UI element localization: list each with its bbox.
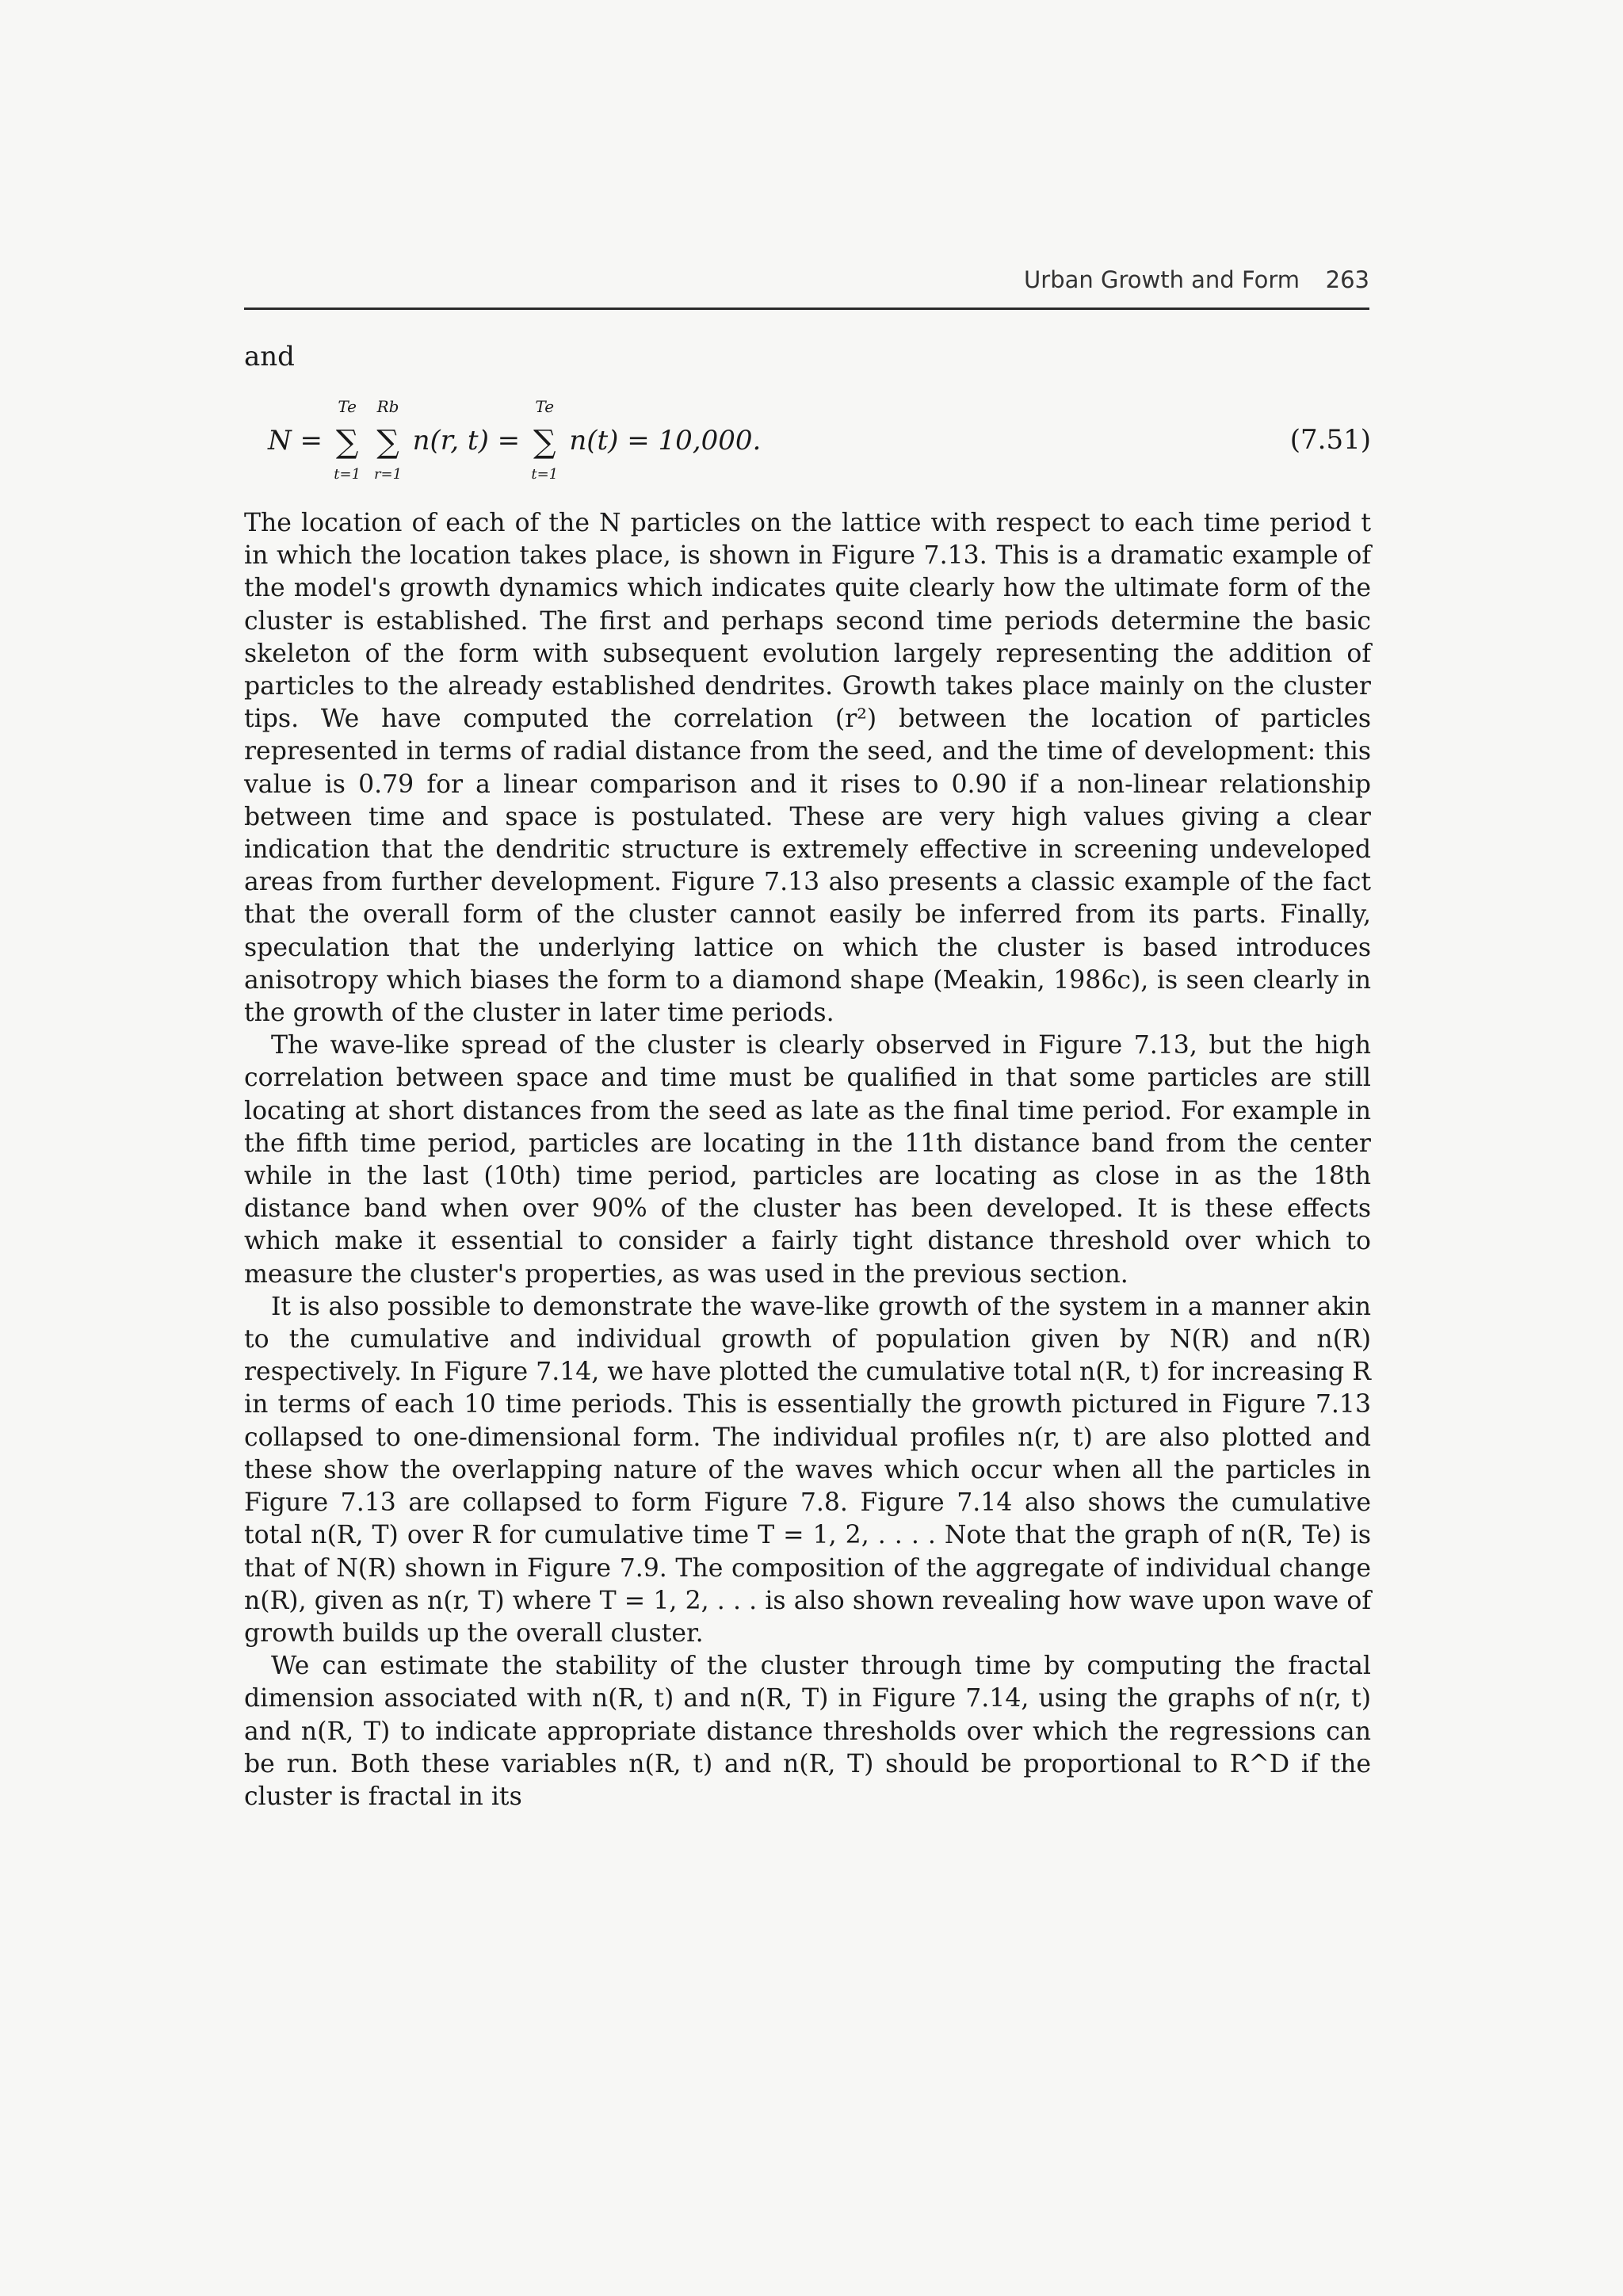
lead-word: and xyxy=(244,341,295,372)
paragraph-3: It is also possible to demonstrate the wave-like growth of the system in a manner akin to the cumulative and individual growth of population given by N(R) and n(R) respectively. In Figure 7.14, we have plotted the cumulative total n(R, t) for increasing R in terms of each 10 time periods. This is essentially the growth pictured in Figure 7.13 collapsed to one-dimensional form. The individual profiles n(r, t) are also plotted and these show the overlapping nature of the waves which occur when all the particles in Figure 7.13 are collapsed to form Figure 7.8. Figure 7.14 also shows the cumulative total n(R, T) over R for cumulative time T = 1, 2, . . . . Note that the graph of n(R, Te) is that of N(R) shown in Figure 7.9. The composition of the aggregate of individual change n(R), given as n(r, T) where T = 1, 2, . . . is also shown revealing how wave upon wave of growth builds up the overall cluster. xyxy=(244,1292,1371,1648)
equation-number: (7.51) xyxy=(1289,424,1371,456)
equation-lhs: N = xyxy=(268,425,323,457)
summation-2-lower: r=1 xyxy=(373,466,403,483)
equation-term-2: n(t) = 10,000. xyxy=(569,425,762,457)
summation-2: ∑ Rb r=1 xyxy=(373,397,403,483)
summation-2-upper: Rb xyxy=(376,397,399,416)
summation-3-lower: t=1 xyxy=(531,466,559,483)
running-head-title: Urban Growth and Form xyxy=(1024,266,1300,293)
paragraph-1: The location of each of the N particles on the lattice with respect to each time period t in which the location takes place, is shown in Figure 7.13. This is a dramatic example of the model's growth dynamics which indicates quite clearly how the ultimate form of the cluster is established. The first and perhaps second time periods determine the basic skeleton of the form with subsequent evolution largely representing the addition of particles to the already established dendrites. Growth takes place mainly on the cluster tips. We have computed the correlation (r²) between the location of particles represented in terms of radial distance from the seed, and the time of development: this value is 0.79 for a linear comparison and it rises to 0.90 if a non-linear relationship between time and space is postulated. These are very high values giving a clear indication that the dendritic structure is extremely effective in screening undeveloped areas from further development. Figure 7.13 also presents a classic example of the fact that the overall form of the cluster cannot easily be inferred from its parts. Finally, speculation that the underlying lattice on which the cluster is based introduces anisotropy which biases the form to a diamond shape (Meakin, 1986c), is seen clearly in the growth of the cluster in later time periods. xyxy=(244,509,1371,1028)
running-head xyxy=(244,263,1369,310)
paragraph-2: The wave-like spread of the cluster is clearly observed in Figure 7.13, but the high correlation between space and time must be qualified in that some particles are still locating at short distances from the seed as late as the final time period. For example in the fifth time period, particles are locating in the 11th distance band from the center while in the last (10th) time period, particles are locating as close in as the 18th distance band when over 90% of the cluster has been developed. It is these effects which make it essential to consider a fairly tight distance threshold over which to measure the cluster's properties, as was used in the previous section. xyxy=(244,1031,1371,1289)
equation-7-51 xyxy=(268,392,1371,495)
summation-1: ∑ Te t=1 xyxy=(334,397,361,483)
equation-term-1: n(r, t) = xyxy=(412,425,521,457)
summation-1-lower: t=1 xyxy=(334,466,361,483)
equation-body xyxy=(268,397,762,483)
summation-3: ∑ Te t=1 xyxy=(531,397,559,483)
summation-1-upper: Te xyxy=(338,397,357,416)
body-text xyxy=(244,507,1371,1813)
summation-3-upper: Te xyxy=(535,397,555,416)
paragraph-4: We can estimate the stability of the cluster through time by computing the fractal dimension associated with n(R, t) and n(R, T) in Figure 7.14, using the graphs of n(r, t) and n(R, T) to indicate appropriate distance thresholds over which the regressions can be run. Both these variables n(R, t) and n(R, T) should be proportional to R^D if the cluster is fractal in its xyxy=(244,1652,1371,1811)
page-number: 263 xyxy=(1325,266,1369,293)
